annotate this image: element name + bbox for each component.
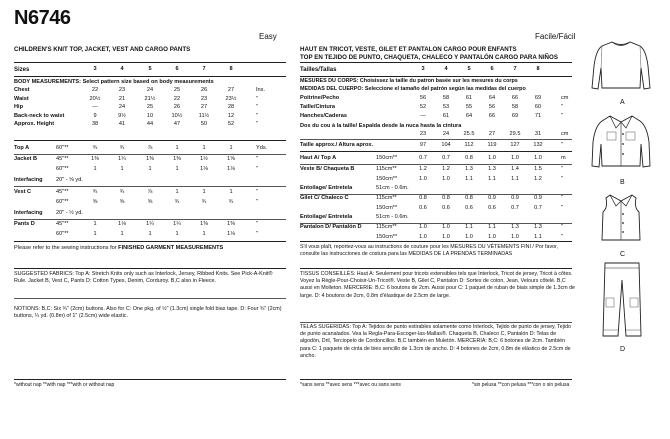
fr-body-value: 58 <box>511 104 519 110</box>
en-yard-unit: " <box>256 231 258 237</box>
fr-yard-value: 1.2 <box>534 176 542 182</box>
fr-top-rule <box>300 62 572 63</box>
fr-body-value: 66 <box>488 113 496 119</box>
en-body-value: 25 <box>146 104 154 110</box>
en-body-value: 27 <box>227 87 235 93</box>
fr-yard-value: 1.5 <box>534 166 542 172</box>
en-yard-value: ¾ <box>119 145 125 151</box>
fr-body-label: Hanches/Caderas <box>300 113 347 119</box>
en-body-unit: " <box>256 95 258 102</box>
en-notions-rule <box>14 298 286 299</box>
view-d-label: D <box>620 346 626 353</box>
en-yard-width: 60"** <box>56 231 69 237</box>
en-yard-label: Top A <box>14 145 30 151</box>
fr-yard-label: Haut A/ Top A <box>300 155 337 161</box>
fr-yard-width: 51cm - 0.6m. <box>376 185 409 191</box>
fr-back-rule <box>300 139 572 140</box>
en-body-label: Hip <box>14 104 24 110</box>
en-body-value: 11½ <box>198 112 210 119</box>
fr-yard-value: 0.7 <box>442 155 450 161</box>
en-body-value: 10 <box>146 112 154 119</box>
fr-height-rule <box>300 151 572 152</box>
en-body-value: 22 <box>173 95 181 102</box>
fr-body-label: Taille/Cintura <box>300 104 336 110</box>
en-yard-value: ¾ <box>119 189 125 195</box>
en-body-value: 9½ <box>118 112 126 119</box>
fr-yard-row-rule <box>300 164 572 165</box>
fr-back-value: 27 <box>488 131 496 137</box>
pattern-number: N6746 <box>14 7 71 29</box>
fr-sizes-label: Tailles/Tallas <box>300 67 337 73</box>
fr-yard-value: 0.6 <box>465 205 473 211</box>
fr-yard-value: 0.6 <box>442 205 450 211</box>
en-yard-value: 1⅜ <box>227 221 235 227</box>
fr-yard-value: 1.0 <box>511 234 519 240</box>
en-yard-label: Jacket B <box>14 156 38 162</box>
en-body-unit: " <box>256 121 258 127</box>
fr-size-8: 8 <box>536 66 540 72</box>
fr-refer-note: S'il vous plaît, reportez-vous au instructions de couture pour les MESURES DU VÊTEMENTS FINI / Por favor, consulte las instrucciones de costura para las MEDIDAS DE LA PRENDAS TERMINADAS <box>300 244 559 258</box>
en-yard-label: Interfacing <box>14 177 43 183</box>
fr-height-value: 127 <box>510 142 520 148</box>
fr-body-value: 60 <box>534 104 542 110</box>
en-yard-value: 1⅛ <box>118 221 126 227</box>
en-top-rule <box>14 62 286 63</box>
en-refer-note: Please refer to the sewing instructions for FINISHED GARMENT MEASUREMENTS <box>14 245 224 251</box>
fr-size-4: 4 <box>444 66 448 72</box>
en-yard-value: 1 <box>229 145 233 151</box>
en-yard-width: 20" - ½ yd. <box>56 210 83 216</box>
fr-back-unit: cm <box>561 131 569 137</box>
en-yard-unit: " <box>256 199 258 205</box>
fr-yard-value: 0.8 <box>442 195 450 201</box>
en-yard-value: 1¼ <box>146 221 154 227</box>
fr-body-value: 64 <box>488 95 496 101</box>
en-yard-value: ⅝ <box>147 199 153 205</box>
en-yard-unit: " <box>256 189 258 195</box>
title-fr: HAUT EN TRICOT, VESTE, GILET ET PANTALON CARGO POUR ENFANTS <box>300 46 517 53</box>
fr-yard-value: 1.0 <box>419 224 427 230</box>
fr-size-3: 3 <box>421 66 425 72</box>
en-body-value: 28 <box>227 104 235 110</box>
fr-yard-value: 1.0 <box>442 176 450 182</box>
en-yard-value: 1 <box>120 231 124 237</box>
view-a-drawing <box>590 38 652 94</box>
en-body-value: 23½ <box>225 95 237 102</box>
view-c-label: C <box>620 251 626 258</box>
fr-yard-value: 1.4 <box>511 166 519 172</box>
en-body-value: 24 <box>118 104 126 110</box>
fr-yard-value: 0.8 <box>465 155 473 161</box>
en-body-heading: BODY MEASUREMENTS: Select pattern size based on body measurements <box>14 79 214 85</box>
fr-body-value: 69 <box>511 113 519 119</box>
en-yard-row-rule <box>14 219 286 220</box>
fr-yard-value: 1.0 <box>442 234 450 240</box>
en-body-value: 9 <box>93 112 97 119</box>
fr-yard-value: 1.0 <box>511 155 519 161</box>
en-yard-value: ⅞ <box>147 189 153 195</box>
en-body-value: 38 <box>91 121 99 127</box>
fr-yard-value: 1.1 <box>534 234 542 240</box>
fr-yard-value: 1.2 <box>442 166 450 172</box>
fr-body-value: 66 <box>511 95 519 101</box>
fr-yard-value: 1.0 <box>488 155 496 161</box>
en-yard-value: 1 <box>202 189 206 195</box>
view-d-drawing <box>600 260 644 340</box>
fr-height-label: Taille approx./ Altura aprox. <box>300 142 374 148</box>
en-yard-value: ¾ <box>201 199 207 205</box>
fr-body-value: 53 <box>442 104 450 110</box>
fr-yard-width: 115cm** <box>376 224 397 230</box>
fr-yard-value: 0.6 <box>488 205 496 211</box>
en-yard-value: 1 <box>120 166 124 172</box>
fr-height-value: 112 <box>464 142 474 148</box>
en-yard-value: 1 <box>93 221 97 227</box>
en-yard-value: 1⅛ <box>227 231 235 237</box>
en-body-value: 50 <box>200 121 208 127</box>
fr-body-heading-2: MEDIDAS DEL CUERPO: Seleccione el tamaño del patrón según las medidas del cuerpo <box>300 86 526 92</box>
fr-tissus-conseilles: TISSUS CONSEILLÉS: Haut A: Seulement pour tricots extensibles tels que Interlock, Tricot de jersey, Tricot à côtes. Voyez la Règle-Pour-Choisir-Un-Tricot®. Veste B, Gilet C, Pantalon D: Sortes de coton, Jean, Velours côtelé. B,C aussi en Molleton. MERCERIE: B,C: 6 boutons de 2cm. Aussi pour C: 1 paquet de ruban de biais simple de 1.3cm de large. D: 4 boutons de 2cm, 0.8m d'élastique de 2.5cm de large. <box>300 271 575 299</box>
fr-yard-value: 1.1 <box>488 176 496 182</box>
fr-back-neck-label: Dos du cou à la taille/ Espalda desde la nuca hasta la cintura <box>300 123 462 129</box>
fr-body-value: 58 <box>442 95 450 101</box>
fr-size-6: 6 <box>490 66 494 72</box>
fr-yard-value: 1.2 <box>419 166 427 172</box>
en-body-rule <box>14 140 286 141</box>
fr-back-value: 23 <box>419 131 427 137</box>
fr-height-value: 132 <box>533 142 543 148</box>
en-body-unit: " <box>256 112 258 119</box>
en-yard-width: 45"** <box>56 156 69 162</box>
fr-yard-width: 150cm** <box>376 205 398 211</box>
fr-yard-value: 0.9 <box>534 195 542 201</box>
en-body-value: 23 <box>118 87 126 93</box>
en-yard-unit: " <box>256 221 258 227</box>
fr-yard-label: Pantalon D/ Pantalón D <box>300 224 362 230</box>
fr-height-value: 119 <box>487 142 497 148</box>
fr-yard-unit: " <box>561 234 563 240</box>
fr-yard-unit: " <box>561 166 563 172</box>
fr-body-heading-1: MESURES DU CORPS: Choisissez la taille du patron basée sur les mesures du corps <box>300 78 518 84</box>
en-body-value: 44 <box>146 121 154 127</box>
fr-yard-value: 0.8 <box>419 195 427 201</box>
en-yard-label: Pants D <box>14 221 35 227</box>
en-body-value: 23 <box>200 95 208 102</box>
en-yard-value: 1 <box>148 231 152 237</box>
fr-body-value: 69 <box>534 95 542 101</box>
fr-body-unit: " <box>561 113 563 119</box>
fr-body-value: 64 <box>465 113 473 119</box>
fr-yard-width: 51cm - 0.6m. <box>376 214 409 220</box>
fr-body-value: 55 <box>465 104 473 110</box>
fr-yard-label: Gilet C/ Chaleco C <box>300 195 349 201</box>
es-footnote: *sin pelusa **con pelusa ***con o sin pelusa <box>472 382 570 388</box>
en-suggested-fabrics: SUGGESTED FABRICS: Top A: Stretch Knits only such as Interlock, Jersey, Ribbed Knits. See Pick-A-Knit® Rule. Jacket B, Vest C, Pants D: Cotton Types, Denim, Corduroy. B,C also in Fleece. <box>14 271 273 285</box>
en-body-value: — <box>92 104 98 110</box>
fr-sizes-rule <box>300 76 572 77</box>
en-yard-value: ⅝ <box>119 199 125 205</box>
fr-yard-unit: " <box>561 176 563 182</box>
fr-yard-unit: " <box>561 224 563 230</box>
en-body-unit: " <box>256 104 258 110</box>
en-yard-value: 1¼ <box>118 156 126 162</box>
en-yard-row-rule <box>14 154 286 155</box>
fr-back-value: 29.5 <box>509 131 521 137</box>
fr-height-value: 104 <box>441 142 451 148</box>
en-body-value: 26 <box>200 87 208 93</box>
en-yard-rule <box>14 241 286 242</box>
fr-body-label: Poitrine/Pecho <box>300 95 340 101</box>
fr-back-value: 25.5 <box>463 131 475 137</box>
fr-back-value: 24 <box>442 131 450 137</box>
en-body-value: 21½ <box>144 95 156 102</box>
es-telas-sugeridas: TELAS SUGERIDAS: Top A: Tejidos de punto estirables solamente como Interlock, Tejido de punto de jersey, Tejido de punto acanalados. Vea la Regla-Para-Escoger-las-Mallas®. Chaqueta B, Chaleco C, Pantalón D: Telas de algodón, Dril, Terciopelo de Cordoncillos. B,C también en Muletón. MERCERIA: B,C: 6 botones de 2cm. También para C: 1 paquete de cinta de bies sencillo de 1.3cm de ancho. D: 4 botones de 2cm, 0.8m de elástico de 2.5cm de ancho. <box>300 324 571 359</box>
fr-yard-value: 0.9 <box>511 195 519 201</box>
en-suggested-rule <box>14 268 286 269</box>
fr-footnote: *sans sens **avec sens ***avec ou sans sens <box>300 382 401 388</box>
en-body-value: 25 <box>173 87 181 93</box>
en-yard-row-rule <box>14 186 286 187</box>
en-yard-value: 1 <box>93 166 97 172</box>
fr-yard-value: 0.7 <box>534 205 542 211</box>
en-body-value: 10½ <box>171 112 183 119</box>
fr-size-7: 7 <box>513 66 517 72</box>
en-footnote: *without nap **with nap ***with or without nap <box>14 382 115 388</box>
en-yard-width: 20" - ⅝ yd. <box>56 177 83 183</box>
fr-body-value: 56 <box>488 104 496 110</box>
en-yard-width: 45"** <box>56 189 69 195</box>
en-yard-value: 1 <box>175 166 179 172</box>
en-yard-value: ¾ <box>174 199 180 205</box>
en-yard-value: 1 <box>175 231 179 237</box>
fr-yard-label: Entoilage/ Entretela <box>300 185 353 191</box>
en-body-value: 24 <box>146 87 154 93</box>
fr-yard-value: 1.3 <box>465 166 473 172</box>
fr-yard-value: 1.3 <box>488 166 496 172</box>
fr-yard-value: 1.0 <box>419 234 427 240</box>
en-yard-value: ⅝ <box>92 199 98 205</box>
title-en: CHILDREN'S KNIT TOP, JACKET, VEST AND CARGO PANTS <box>14 46 191 53</box>
en-body-value: 22 <box>91 87 99 93</box>
fr-yard-value: 0.7 <box>511 205 519 211</box>
en-body-value: 41 <box>118 121 126 127</box>
fr-body-value: — <box>420 113 426 119</box>
en-body-value: 26 <box>173 104 181 110</box>
fr-yard-unit: " <box>561 205 563 211</box>
fr-yard-width: 115cm** <box>376 195 397 201</box>
en-yard-unit: Yds. <box>256 145 268 151</box>
difficulty-fr-es: Facile/Fácil <box>535 32 576 41</box>
en-body-value: 20½ <box>89 95 101 102</box>
fr-telas-rule <box>300 322 572 323</box>
view-a-label: A <box>620 99 625 106</box>
fr-yard-unit: m <box>561 155 566 161</box>
fr-tissus-rule <box>300 268 572 269</box>
en-yard-width: 60"** <box>56 166 69 172</box>
view-c-drawing <box>598 192 644 244</box>
en-yard-value: 1⅜ <box>146 156 154 162</box>
en-yard-width: 60"** <box>56 199 69 205</box>
fr-yard-value: 1.0 <box>465 234 473 240</box>
fr-yard-value: 1.0 <box>488 234 496 240</box>
fr-yard-value: 1.3 <box>534 224 542 230</box>
view-b-drawing <box>590 112 652 172</box>
fr-height-unit: " <box>561 142 563 148</box>
en-size-4: 4 <box>120 66 124 72</box>
en-body-value: 47 <box>173 121 181 127</box>
en-yard-value: 1 <box>93 231 97 237</box>
en-yard-value: 1 <box>148 166 152 172</box>
en-yard-value: 1⅜ <box>91 156 99 162</box>
en-yard-value: ¾ <box>92 189 98 195</box>
en-yard-unit: " <box>256 156 258 162</box>
en-yard-value: 1⅛ <box>227 166 235 172</box>
en-body-value: 21 <box>118 95 126 102</box>
en-yard-unit: " <box>256 166 258 172</box>
en-yard-value: 1⅜ <box>173 156 181 162</box>
fr-yard-width: 150cm** <box>376 234 398 240</box>
en-body-value: 52 <box>227 121 235 127</box>
fr-yard-value: 1.1 <box>511 176 519 182</box>
en-body-label: Chest <box>14 87 30 93</box>
fr-yard-value: 1.1 <box>465 224 473 230</box>
en-size-6: 6 <box>175 66 179 72</box>
en-sizes-label: Sizes <box>14 67 30 73</box>
en-yard-value: 1 <box>229 189 233 195</box>
en-yard-value: 1½ <box>200 156 208 162</box>
en-body-value: 27 <box>200 104 208 110</box>
fr-yard-value: 1.0 <box>419 176 427 182</box>
en-yard-value: ¾ <box>92 145 98 151</box>
fr-yard-value: 0.9 <box>488 195 496 201</box>
en-body-value: 12 <box>227 112 235 119</box>
en-size-8: 8 <box>229 66 233 72</box>
fr-body-value: 71 <box>534 113 542 119</box>
en-yard-value: 1 <box>175 145 179 151</box>
fr-body-value: 61 <box>442 113 450 119</box>
fr-yard-label: Veste B/ Chaqueta B <box>300 166 355 172</box>
fr-yard-value: 1.1 <box>465 176 473 182</box>
title-es: TOP EN TEJIDO DE PUNTO, CHAQUETA, CHALECO Y PANTALÓN CARGO PARA NIÑOS <box>300 54 558 61</box>
fr-height-value: 97 <box>419 142 427 148</box>
fr-footnote-rule <box>300 379 572 380</box>
en-body-unit: Ins. <box>256 87 266 93</box>
en-yard-value: 1⅛ <box>200 166 208 172</box>
en-body-label: Back-neck to waist <box>14 112 65 119</box>
en-body-label: Approx. Height <box>14 121 55 127</box>
fr-yard-unit: " <box>561 195 563 201</box>
fr-yard-value: 0.8 <box>465 195 473 201</box>
fr-body-value: 52 <box>419 104 427 110</box>
fr-yard-value: 1.3 <box>511 224 519 230</box>
en-yard-value: 1 <box>202 145 206 151</box>
view-b-label: B <box>620 179 625 186</box>
fr-yard-value: 1.0 <box>534 155 542 161</box>
en-footnote-rule <box>14 379 286 380</box>
en-yard-label: Interfacing <box>14 210 43 216</box>
en-yard-value: 1 <box>175 189 179 195</box>
fr-yard-value: 1.1 <box>488 224 496 230</box>
en-yard-value: 1⅜ <box>200 221 208 227</box>
en-size-7: 7 <box>202 66 206 72</box>
en-yard-value: ¾ <box>228 199 234 205</box>
fr-size-5: 5 <box>467 66 471 72</box>
fr-body-value: 61 <box>465 95 473 101</box>
en-yard-width: 60"** <box>56 145 69 151</box>
en-size-5: 5 <box>148 66 152 72</box>
fr-yard-rule <box>300 241 572 242</box>
fr-yard-value: 0.7 <box>419 155 427 161</box>
en-yard-value: 1 <box>202 231 206 237</box>
difficulty-en: Easy <box>259 32 277 41</box>
fr-yard-width: 150cm** <box>376 155 398 161</box>
fr-yard-width: 150cm** <box>376 176 398 182</box>
fr-body-unit: " <box>561 104 563 110</box>
fr-yard-label: Entoilage/ Entretela <box>300 214 353 220</box>
fr-yard-value: 0.6 <box>419 205 427 211</box>
fr-back-value: 31 <box>534 131 542 137</box>
en-yard-value: ⅞ <box>147 145 153 151</box>
en-yard-value: 1¼ <box>173 221 181 227</box>
en-yard-width: 45"** <box>56 221 69 227</box>
en-sizes-rule <box>14 76 286 77</box>
fr-yard-width: 115cm** <box>376 166 397 172</box>
en-notions: NOTIONS: B,C: Six ¾" (2cm) buttons. Also for C: One pkg. of ½" (1.3cm) single fold bias tape. D: Four ¾" (2cm) buttons, ¼ yd. (0.8m) of 1" (2.5cm) wide elastic. <box>14 306 282 320</box>
fr-yard-value: 1.0 <box>442 224 450 230</box>
en-size-3: 3 <box>93 66 97 72</box>
fr-body-value: 56 <box>419 95 427 101</box>
en-yard-label: Vest C <box>14 189 32 195</box>
en-yard-value: 1⅝ <box>227 156 235 162</box>
fr-body-unit: cm <box>561 95 569 101</box>
en-body-label: Waist <box>14 95 29 102</box>
